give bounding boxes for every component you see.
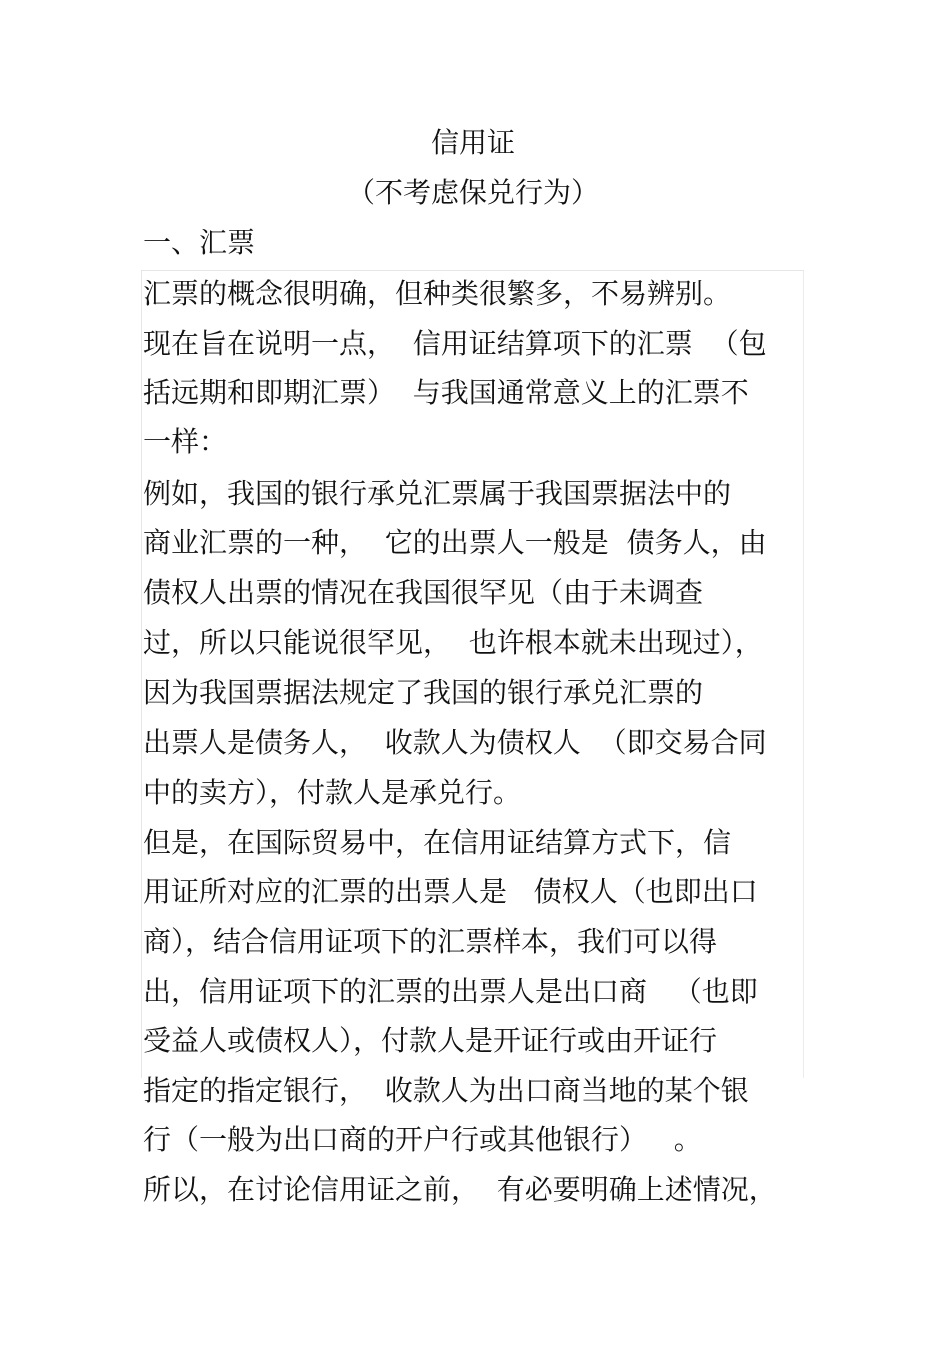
body-line: 现在旨在说明一点， 信用证结算项下的汇票 （包 bbox=[143, 327, 767, 360]
body-line: 用证所对应的汇票的出票人是 债权人（也即出口 bbox=[143, 875, 758, 908]
body-line: 指定的指定银行， 收款人为出口商当地的某个银 bbox=[143, 1074, 749, 1107]
body-line: 括远期和即期汇票） 与我国通常意义上的汇票不 bbox=[143, 376, 749, 409]
body-line: 出，信用证项下的汇票的出票人是出口商 （也即 bbox=[143, 975, 758, 1008]
body-line: 商业汇票的一种， 它的出票人一般是 债务人，由 bbox=[143, 526, 767, 559]
body-line: 受益人或债权人），付款人是开证行或由开证行 bbox=[143, 1024, 718, 1057]
body-line: 中的卖方），付款人是承兑行。 bbox=[143, 776, 522, 809]
body-line: 商），结合信用证项下的汇票样本，我们可以得 bbox=[143, 925, 718, 958]
body-line: 例如，我国的银行承兑汇票属于我国票据法中的 bbox=[143, 477, 732, 510]
body-line: 过，所以只能说很罕见， 也许根本就未出现过）， bbox=[143, 626, 763, 659]
document-title: 信用证 bbox=[430, 126, 515, 159]
body-line: 出票人是债务人， 收款人为债权人 （即交易合同 bbox=[143, 726, 767, 759]
document-subtitle: （不考虑保兑行为） bbox=[346, 176, 599, 209]
body-line: 一样： bbox=[143, 425, 228, 458]
body-line: 行（一般为出口商的开户行或其他银行） 。 bbox=[143, 1123, 702, 1156]
body-line: 但是，在国际贸易中，在信用证结算方式下，信 bbox=[143, 826, 732, 859]
body-line: 汇票的概念很明确，但种类很繁多，不易辨别。 bbox=[143, 277, 732, 310]
body-line: 所以，在讨论信用证之前， 有必要明确上述情况， bbox=[143, 1173, 777, 1206]
body-line: 因为我国票据法规定了我国的银行承兑汇票的 bbox=[143, 676, 704, 709]
section-heading: 一、汇票 bbox=[143, 226, 256, 259]
body-line: 债权人出票的情况在我国很罕见（由于未调查 bbox=[143, 576, 704, 609]
